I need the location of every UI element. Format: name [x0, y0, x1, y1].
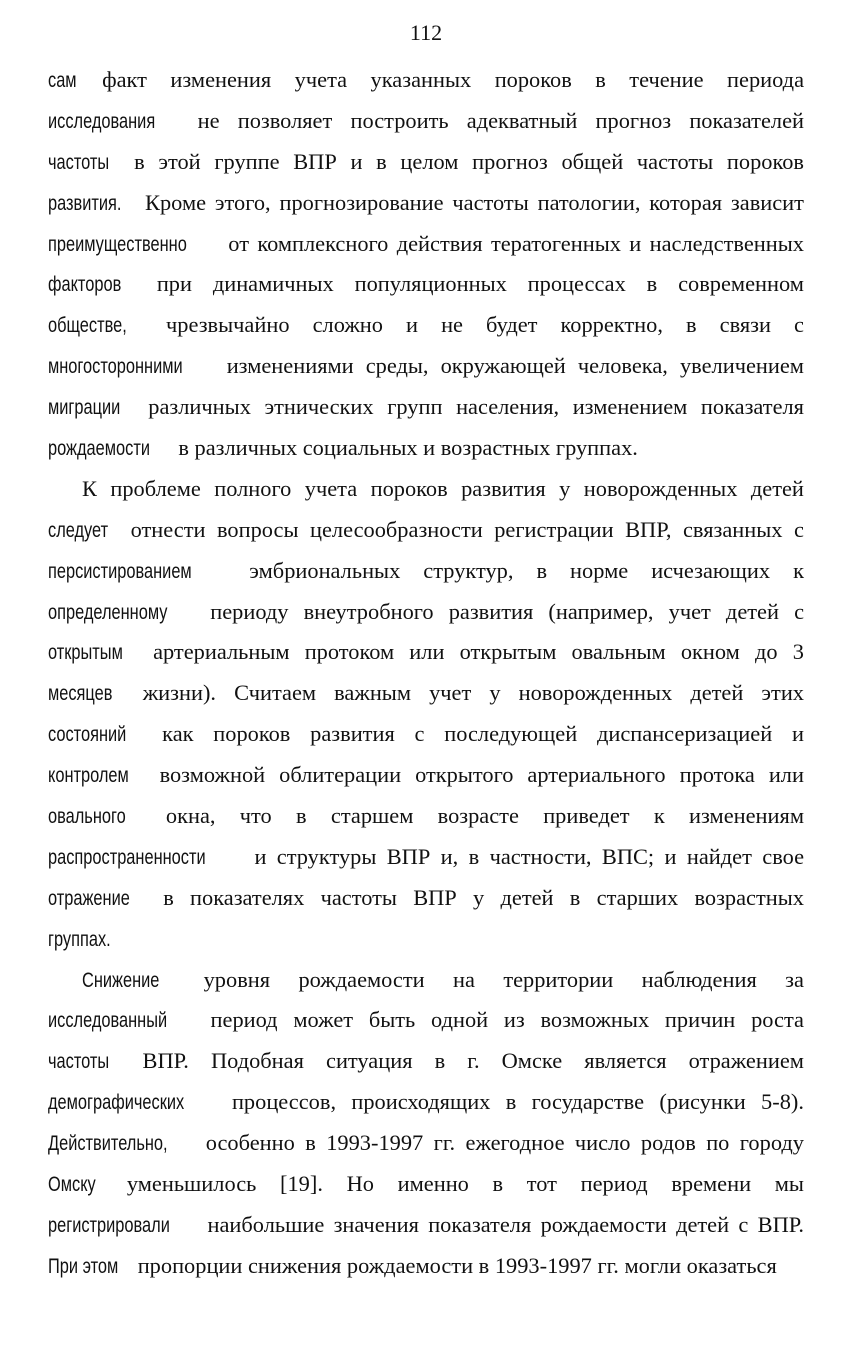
text-line [48, 714, 804, 755]
line-lead-word: частоты [48, 150, 110, 174]
text-line [48, 796, 804, 837]
line-text: отнести вопросы целесообразности регистрации ВПР, связанных с [130, 516, 804, 542]
text-line [48, 305, 804, 346]
text-line [48, 919, 804, 960]
line-lead-word: демографических [48, 1091, 185, 1115]
line-lead-word: персистированием [48, 559, 192, 583]
line-text: период может быть одной из возможных причин роста [210, 1007, 804, 1033]
text-line [48, 755, 804, 796]
line-lead-word: определенному [48, 600, 168, 624]
page-number: 112 [409, 20, 443, 45]
line-text: жизни). Считаем важным учет у новорожденных детей этих [142, 680, 804, 706]
line-lead-word: распространенности [48, 845, 206, 869]
text-line [48, 142, 804, 183]
line-text: факт изменения учета указанных пороков в течение периода [102, 67, 805, 92]
line-text: эмбриональных структур, в норме исчезающих к [249, 557, 804, 583]
line-lead-word: группах. [48, 927, 111, 951]
line-lead-word: Действительно, [48, 1132, 168, 1156]
line-lead-word: развития. [48, 191, 122, 215]
text-line [48, 101, 804, 142]
line-lead-word: миграции [48, 396, 121, 420]
line-lead-word: исследования [48, 109, 156, 133]
line-text: Кроме этого, прогнозирование частоты патологии, которая зависит [145, 189, 804, 215]
line-text: периоду внеутробного развития (например, учет детей с [210, 598, 805, 624]
text-line [48, 1205, 804, 1246]
line-text: пропорции снижения рождаемости в 1993-1997 гг. могли оказаться [137, 1252, 777, 1278]
line-lead-word: преимущественно [48, 232, 187, 256]
text-line [48, 510, 804, 551]
line-lead-word: отражение [48, 886, 130, 910]
text-line [48, 1082, 804, 1123]
line-text: и структуры ВПР и, в частности, ВПС; и найдет свое [254, 843, 805, 869]
line-lead-word: обществе, [48, 314, 127, 338]
text-line [48, 1246, 804, 1287]
line-text: особенно в 1993-1997 гг. ежегодное число родов по городу [205, 1130, 804, 1156]
line-lead-word: сам [48, 69, 77, 92]
line-lead-word: факторов [48, 273, 122, 297]
text-line [48, 960, 804, 1001]
line-text: окна, что в старшем возрасте приведет к изменениям [165, 803, 804, 829]
line-lead-word: овального [48, 805, 126, 829]
document-body [48, 60, 804, 1287]
text-line [48, 673, 804, 714]
text-line [48, 264, 804, 305]
text-line [48, 837, 804, 878]
text-line [48, 428, 804, 469]
line-lead-word: месяцев [48, 682, 113, 706]
line-text: уровня рождаемости на территории наблюдения за [203, 966, 804, 992]
line-text: при динамичных популяционных процессах в современном [156, 271, 804, 297]
text-line [48, 469, 804, 510]
line-lead-word: открытым [48, 641, 123, 665]
text-line [48, 592, 804, 633]
text-line [48, 224, 804, 265]
line-lead-word: многосторонними [48, 355, 183, 379]
text-line [48, 1000, 804, 1041]
line-lead-word: состояний [48, 723, 127, 747]
line-text: не позволяет построить адекватный прогноз показателей [197, 107, 804, 133]
text-line [48, 1164, 804, 1205]
line-text: различных этнических групп населения, изменением показателя [148, 394, 804, 420]
line-text: ВПР. Подобная ситуация в г. Омске является отражением [142, 1048, 804, 1074]
line-text: наибольшие значения показателя рождаемости детей с ВПР. [207, 1211, 805, 1237]
line-lead-word: рождаемости [48, 437, 150, 461]
line-lead-word: контролем [48, 764, 129, 788]
text-line [48, 551, 804, 592]
line-text: артериальным протоком или открытым овальным окном до 3 [153, 639, 804, 665]
text-line [48, 632, 804, 673]
text-line [48, 1041, 804, 1082]
line-lead-word: регистрировали [48, 1213, 170, 1237]
line-text: изменениями среды, окружающей человека, увеличением [226, 353, 804, 379]
line-text: процессов, происходящих в государстве (рисунки 5-8). [231, 1089, 804, 1115]
line-text: от комплексного действия тератогенных и наследственных [228, 230, 804, 256]
text-line [48, 346, 804, 387]
line-lead-word: исследованный [48, 1009, 168, 1033]
line-lead-word: следует [48, 518, 109, 542]
line-text: уменьшилось [19]. Но именно в тот период времени мы [126, 1171, 804, 1197]
line-text: К проблеме полного учета пороков развития у новорожденных детей [82, 475, 804, 501]
text-line [48, 387, 804, 428]
line-lead-word: Омску [48, 1173, 96, 1197]
text-line [48, 60, 804, 101]
line-lead-word: частоты [48, 1050, 110, 1074]
line-lead-word: При этом [48, 1254, 119, 1278]
line-text: в показателях частоты ВПР у детей в старших возрастных [163, 884, 805, 910]
text-line [48, 183, 804, 224]
line-text: возможной облитерации открытого артериального протока или [159, 762, 804, 788]
line-lead-word: Снижение [82, 968, 160, 992]
line-text: в этой группе ВПР и в целом прогноз общей частоты пороков [134, 148, 804, 174]
line-text: как пороков развития с последующей диспансеризацией и [162, 721, 804, 747]
text-line [48, 878, 804, 919]
line-text: в различных социальных и возрастных группах. [178, 435, 638, 461]
line-text: чрезвычайно сложно и не будет корректно, в связи с [166, 312, 804, 338]
text-line [48, 1123, 804, 1164]
